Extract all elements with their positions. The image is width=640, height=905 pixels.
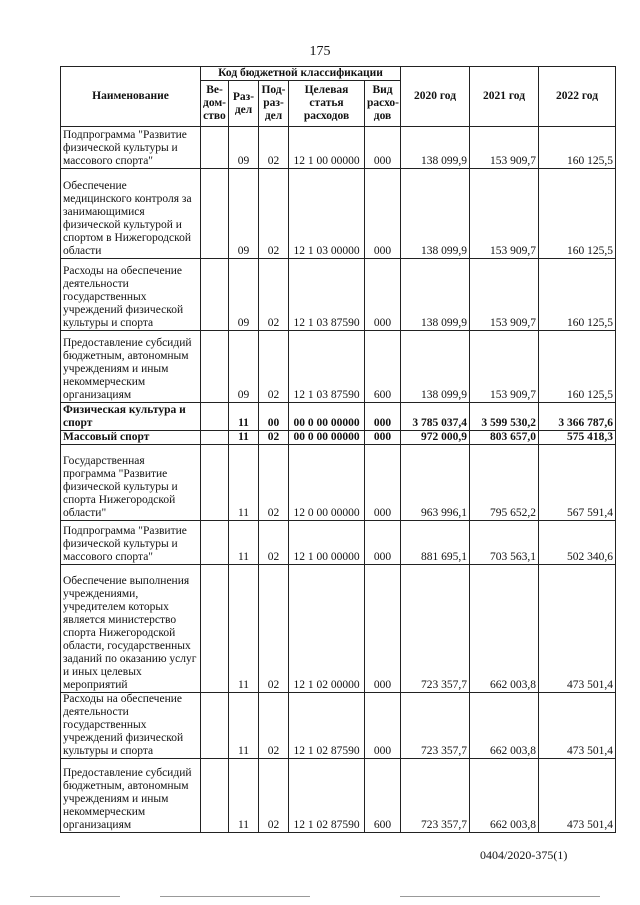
table-row — [61, 259, 616, 331]
scan-artifact — [400, 896, 600, 897]
row-2021: 795 652,2 — [470, 445, 539, 521]
row-vedomstvo — [201, 331, 229, 403]
row-vedomstvo — [201, 693, 229, 759]
row-name: Предоставление субсидий бюджетным, автономным учреждениям и иным некоммерческим организациям — [61, 331, 201, 403]
row-2020: 723 357,7 — [401, 759, 470, 833]
row-target: 12 1 00 00000 — [289, 521, 365, 565]
row-vid: 000 — [365, 521, 401, 565]
row-vid: 000 — [365, 693, 401, 759]
row-2022: 502 340,6 — [539, 521, 616, 565]
table-body — [61, 127, 616, 833]
row-razdel: 11 — [229, 521, 259, 565]
row-razdel: 09 — [229, 259, 259, 331]
header-vedomstvo: Ве-дом-ство — [201, 81, 229, 127]
row-2021: 153 909,7 — [470, 169, 539, 259]
row-podrazdel: 00 — [259, 403, 289, 431]
row-2022: 160 125,5 — [539, 259, 616, 331]
table-row — [61, 693, 616, 759]
row-vedomstvo — [201, 521, 229, 565]
row-2022: 473 501,4 — [539, 565, 616, 693]
row-2020: 723 357,7 — [401, 693, 470, 759]
row-razdel: 11 — [229, 431, 259, 445]
row-vedomstvo — [201, 259, 229, 331]
row-vedomstvo — [201, 759, 229, 833]
row-2020: 963 996,1 — [401, 445, 470, 521]
row-podrazdel: 02 — [259, 759, 289, 833]
header-year-2022: 2022 год — [539, 67, 616, 127]
row-vedomstvo — [201, 403, 229, 431]
page-number: 175 — [309, 44, 331, 59]
budget-table — [60, 66, 616, 833]
row-2020: 138 099,9 — [401, 169, 470, 259]
row-vid: 600 — [365, 759, 401, 833]
row-vedomstvo — [201, 445, 229, 521]
row-vid: 000 — [365, 259, 401, 331]
table-row — [61, 521, 616, 565]
row-2022: 3 366 787,6 — [539, 403, 616, 431]
row-podrazdel: 02 — [259, 431, 289, 445]
row-podrazdel: 02 — [259, 169, 289, 259]
row-vid: 000 — [365, 565, 401, 693]
row-target: 12 0 00 00000 — [289, 445, 365, 521]
table-row — [61, 331, 616, 403]
row-razdel: 09 — [229, 169, 259, 259]
row-razdel: 11 — [229, 759, 259, 833]
row-2021: 153 909,7 — [470, 127, 539, 169]
row-2021: 703 563,1 — [470, 521, 539, 565]
table-row — [61, 445, 616, 521]
row-vedomstvo — [201, 127, 229, 169]
header-podrazdel: Под-раз-дел — [259, 81, 289, 127]
row-podrazdel: 02 — [259, 127, 289, 169]
row-razdel: 11 — [229, 693, 259, 759]
table-row — [61, 565, 616, 693]
row-2021: 803 657,0 — [470, 431, 539, 445]
row-2021: 3 599 530,2 — [470, 403, 539, 431]
row-2020: 881 695,1 — [401, 521, 470, 565]
row-2020: 138 099,9 — [401, 259, 470, 331]
row-name: Массовый спорт — [61, 431, 201, 445]
row-2021: 153 909,7 — [470, 259, 539, 331]
table-row — [61, 127, 616, 169]
header-vid: Вид расхо-дов — [365, 81, 401, 127]
row-2022: 567 591,4 — [539, 445, 616, 521]
row-2021: 662 003,8 — [470, 693, 539, 759]
row-2022: 160 125,5 — [539, 331, 616, 403]
header-target: Целевая статья расходов — [289, 81, 365, 127]
row-name: Обеспечение медицинского контроля за занимающимися физической культурой и спортом в Нижегородской области — [61, 169, 201, 259]
row-target: 12 1 03 87590 — [289, 331, 365, 403]
row-razdel: 09 — [229, 127, 259, 169]
row-podrazdel: 02 — [259, 521, 289, 565]
row-2022: 575 418,3 — [539, 431, 616, 445]
row-razdel: 09 — [229, 331, 259, 403]
row-name: Подпрограмма "Развитие физической культуры и массового спорта" — [61, 521, 201, 565]
row-2021: 662 003,8 — [470, 565, 539, 693]
row-vid: 000 — [365, 445, 401, 521]
row-2022: 473 501,4 — [539, 693, 616, 759]
row-vedomstvo — [201, 431, 229, 445]
row-podrazdel: 02 — [259, 445, 289, 521]
row-vid: 600 — [365, 331, 401, 403]
header-year-2021: 2021 год — [470, 67, 539, 127]
row-vedomstvo — [201, 169, 229, 259]
row-target: 12 1 02 87590 — [289, 693, 365, 759]
row-2022: 473 501,4 — [539, 759, 616, 833]
document-code: 0404/2020-375(1) — [480, 848, 568, 862]
header-year-2020: 2020 год — [401, 67, 470, 127]
row-2020: 972 000,9 — [401, 431, 470, 445]
row-2021: 662 003,8 — [470, 759, 539, 833]
row-podrazdel: 02 — [259, 259, 289, 331]
row-razdel: 11 — [229, 565, 259, 693]
row-2020: 138 099,9 — [401, 331, 470, 403]
header-code-group: Код бюджетной классификации — [201, 67, 401, 81]
row-target: 00 0 00 00000 — [289, 403, 365, 431]
row-2021: 153 909,7 — [470, 331, 539, 403]
row-2020: 723 357,7 — [401, 565, 470, 693]
row-vedomstvo — [201, 565, 229, 693]
row-2020: 3 785 037,4 — [401, 403, 470, 431]
row-podrazdel: 02 — [259, 331, 289, 403]
scan-artifact — [30, 896, 120, 897]
row-name: Обеспечение выполнения учреждениями, учредителем которых является министерство спорта Нижегородской области, государственных заданий по оказанию услуг и иных целевых мероприятий — [61, 565, 201, 693]
row-target: 12 1 00 00000 — [289, 127, 365, 169]
row-vid: 000 — [365, 127, 401, 169]
table-row — [61, 169, 616, 259]
scan-artifact — [160, 896, 310, 897]
row-name: Предоставление субсидий бюджетным, автономным учреждениям и иным некоммерческим организациям — [61, 759, 201, 833]
row-name: Физическая культура и спорт — [61, 403, 201, 431]
header-name: Наименование — [61, 67, 201, 127]
row-vid: 000 — [365, 431, 401, 445]
row-target: 12 1 02 00000 — [289, 565, 365, 693]
row-target: 00 0 00 00000 — [289, 431, 365, 445]
table-row — [61, 759, 616, 833]
row-name: Расходы на обеспечение деятельности государственных учреждений физической культуры и спорта — [61, 259, 201, 331]
row-2020: 138 099,9 — [401, 127, 470, 169]
row-name: Государственная программа "Развитие физической культуры и спорта Нижегородской области" — [61, 445, 201, 521]
row-razdel: 11 — [229, 445, 259, 521]
row-podrazdel: 02 — [259, 693, 289, 759]
row-podrazdel: 02 — [259, 565, 289, 693]
row-name: Расходы на обеспечение деятельности государственных учреждений физической культуры и спорта — [61, 693, 201, 759]
row-target: 12 1 03 00000 — [289, 169, 365, 259]
row-razdel: 11 — [229, 403, 259, 431]
row-target: 12 1 03 87590 — [289, 259, 365, 331]
row-2022: 160 125,5 — [539, 169, 616, 259]
row-target: 12 1 02 87590 — [289, 759, 365, 833]
row-vid: 000 — [365, 403, 401, 431]
table-row — [61, 431, 616, 445]
header-razdel: Раз-дел — [229, 81, 259, 127]
table-row — [61, 403, 616, 431]
row-2022: 160 125,5 — [539, 127, 616, 169]
row-name: Подпрограмма "Развитие физической культуры и массового спорта" — [61, 127, 201, 169]
row-vid: 000 — [365, 169, 401, 259]
